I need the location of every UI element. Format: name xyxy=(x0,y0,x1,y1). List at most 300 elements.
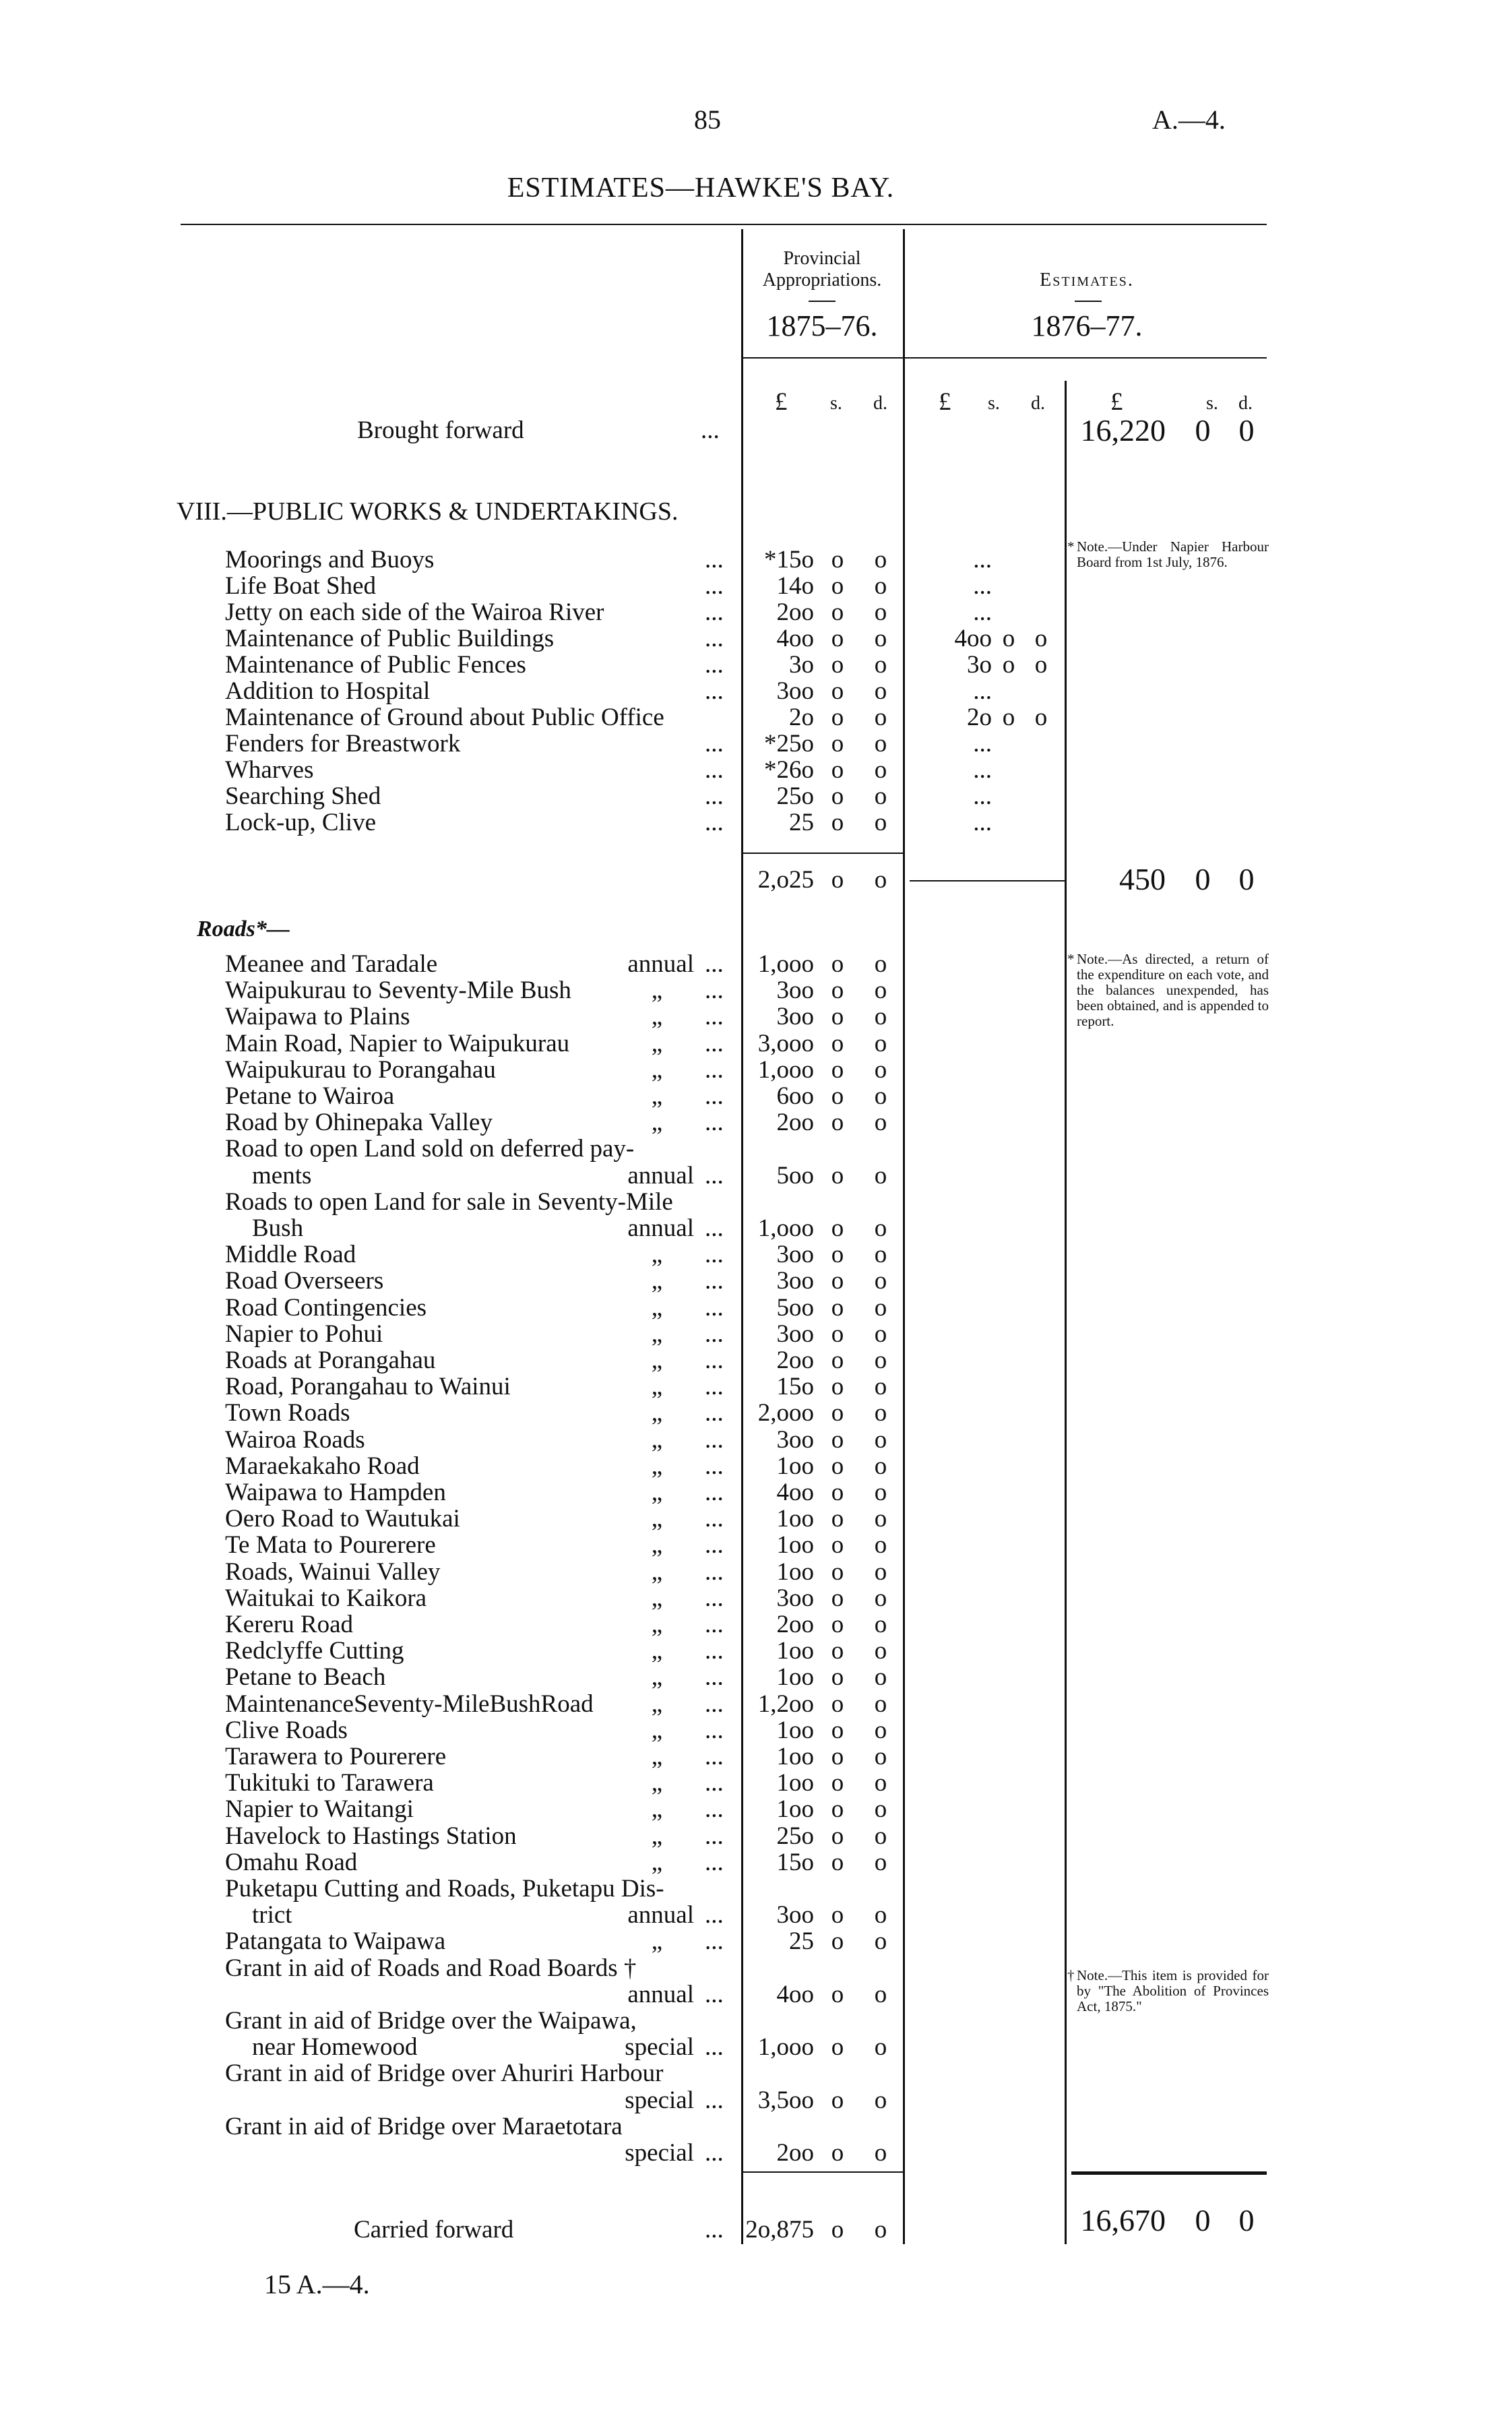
pw-prov-pounds: 25o xyxy=(776,782,814,810)
road-item-dots: ... xyxy=(705,1927,724,1955)
road-amount-s: o xyxy=(831,1214,844,1242)
road-item-qualifier: annual xyxy=(627,1162,694,1189)
road-item-ditto: „ xyxy=(651,1294,663,1322)
rule-est-mid xyxy=(1065,381,1067,2244)
pw-total-rule-est xyxy=(910,880,1065,882)
road-item-ditto: „ xyxy=(651,1267,663,1295)
road-item-ditto: „ xyxy=(651,1426,663,1454)
pw-item-dots: ... xyxy=(705,625,724,652)
pw-est-pounds: 2o xyxy=(967,704,992,731)
roads-heading: Roads*— xyxy=(197,917,290,941)
road-item-label: Waipawa to Hampden xyxy=(225,1479,446,1506)
pw-total-est-s: 0 xyxy=(1195,862,1211,896)
road-amount-s: o xyxy=(831,1849,844,1876)
prov-header-line2: Appropriations. xyxy=(762,270,882,290)
road-item-ditto: „ xyxy=(651,1822,663,1850)
pw-item-dots: ... xyxy=(705,651,724,679)
road-item-dots: ... xyxy=(705,1505,724,1533)
road-item-ditto: „ xyxy=(651,1584,663,1612)
road-item-ditto: „ xyxy=(651,1611,663,1638)
road-item-ditto: „ xyxy=(651,1637,663,1665)
road-amount-s: o xyxy=(831,1320,844,1348)
road-item-label: Patangata to Waipawa xyxy=(225,1927,446,1955)
road-amount-s: o xyxy=(831,1241,844,1268)
road-amount-d: o xyxy=(874,950,887,978)
pw-prov-d: o xyxy=(874,782,887,810)
road-amount-d: o xyxy=(874,1743,887,1770)
road-item-dots: ... xyxy=(705,1981,724,2008)
rule-prov-right xyxy=(903,229,905,2244)
road-item-dots: ... xyxy=(705,1743,724,1770)
road-item-ditto: „ xyxy=(651,1373,663,1400)
est-header: Estimates. xyxy=(1040,270,1134,290)
pw-est-pounds: ... xyxy=(973,782,992,810)
top-rule xyxy=(181,224,1267,225)
road-item-label: Waipukurau to Seventy-Mile Bush xyxy=(225,977,571,1004)
road-amount-d: o xyxy=(874,2086,887,2114)
road-amount-pounds: 5oo xyxy=(776,1162,814,1189)
pw-prov-d: o xyxy=(874,572,887,600)
road-amount-d: o xyxy=(874,1663,887,1691)
road-item-dots: ... xyxy=(705,1611,724,1638)
road-amount-s: o xyxy=(831,1822,844,1850)
prov-pound-header: £ xyxy=(775,388,788,416)
road-item-ditto: „ xyxy=(651,1558,663,1586)
road-item-label: Grant in aid of Roads and Road Boards † xyxy=(225,1954,637,1982)
road-item-ditto: „ xyxy=(651,1690,663,1718)
pw-est-pounds: 4oo xyxy=(954,625,992,652)
road-amount-s: o xyxy=(831,2033,844,2061)
road-amount-pounds: 1oo xyxy=(776,1637,814,1665)
road-item-ditto: „ xyxy=(651,1109,663,1136)
footer-signature: 15 A.—4. xyxy=(264,2269,370,2299)
pw-item-label: Searching Shed xyxy=(225,782,381,810)
road-item-dots: ... xyxy=(705,1849,724,1876)
prov-header-line1: Provincial xyxy=(783,248,861,269)
pw-prov-s: o xyxy=(831,730,844,757)
road-amount-d: o xyxy=(874,977,887,1004)
road-amount-d: o xyxy=(874,1479,887,1506)
road-amount-pounds: 1oo xyxy=(776,1717,814,1744)
road-amount-s: o xyxy=(831,1082,844,1110)
pw-prov-d: o xyxy=(874,704,887,731)
pw-prov-s: o xyxy=(831,651,844,679)
brought-forward-shillings: 0 xyxy=(1195,413,1211,447)
road-item-label: Maraekakaho Road xyxy=(225,1452,420,1480)
brought-forward-dots: ... xyxy=(701,416,720,444)
road-item-dots: ... xyxy=(705,1162,724,1189)
road-item-ditto: „ xyxy=(651,1003,663,1030)
road-amount-pounds: 5oo xyxy=(776,1294,814,1322)
pw-est-pounds: ... xyxy=(973,598,992,626)
road-item-dots: ... xyxy=(705,2086,724,2114)
road-item-label: Main Road, Napier to Waipukurau xyxy=(225,1030,570,1057)
pw-prov-d: o xyxy=(874,809,887,836)
road-amount-s: o xyxy=(831,1637,844,1665)
note1-text: Note.—Under Napier Harbour Board from 1st July, 1876. xyxy=(1077,538,1269,570)
road-amount-d: o xyxy=(874,2139,887,2167)
road-item-dots: ... xyxy=(705,1558,724,1586)
pw-prov-s: o xyxy=(831,546,844,574)
pw-prov-pounds: 3o xyxy=(789,651,814,679)
road-amount-pounds: 2,ooo xyxy=(757,1399,814,1427)
note2-mark: * xyxy=(1067,951,1075,967)
road-amount-d: o xyxy=(874,1637,887,1665)
road-item-ditto: „ xyxy=(651,1743,663,1770)
brought-forward-pence: 0 xyxy=(1238,413,1255,447)
road-amount-pounds: 1,ooo xyxy=(757,2033,814,2061)
road-item-label: Havelock to Hastings Station xyxy=(225,1822,517,1850)
road-item-ditto: „ xyxy=(651,1717,663,1744)
road-amount-pounds: 25 xyxy=(789,1927,814,1955)
carried-forward-label: Carried forward xyxy=(354,2216,514,2244)
road-amount-pounds: 25o xyxy=(776,1822,814,1850)
road-amount-s: o xyxy=(831,1373,844,1400)
road-amount-d: o xyxy=(874,1056,887,1084)
prov-shilling-header: s. xyxy=(830,393,842,414)
road-item-label: Bush xyxy=(252,1214,304,1242)
road-amount-pounds: 2oo xyxy=(776,1109,814,1136)
road-amount-s: o xyxy=(831,1717,844,1744)
note2-text: Note.—As directed, a return of the expenditure on each vote, and the balances unexpended, has been obtained, and is appended to report. xyxy=(1077,951,1269,1029)
road-item-dots: ... xyxy=(705,1690,724,1718)
pw-prov-d: o xyxy=(874,546,887,574)
road-item-qualifier: annual xyxy=(627,950,694,978)
road-item-label: Te Mata to Pourerere xyxy=(225,1531,436,1559)
road-item-label: Roads to open Land for sale in Seventy-Mile xyxy=(225,1188,673,1216)
road-amount-pounds: 3oo xyxy=(776,1003,814,1030)
road-item-label: Tarawera to Pourerere xyxy=(225,1743,447,1770)
road-item-dots: ... xyxy=(705,1663,724,1691)
road-amount-d: o xyxy=(874,1558,887,1586)
road-amount-s: o xyxy=(831,1901,844,1929)
est-total-pound-header: £ xyxy=(1110,388,1123,416)
road-item-label: near Homewood xyxy=(252,2033,418,2061)
pw-item-label: Life Boat Shed xyxy=(225,572,377,600)
road-amount-s: o xyxy=(831,1294,844,1322)
road-amount-s: o xyxy=(831,2139,844,2167)
pw-total-est-d: 0 xyxy=(1238,862,1255,896)
est-year: 1876–77. xyxy=(1031,309,1143,342)
pw-prov-s: o xyxy=(831,598,844,626)
road-amount-d: o xyxy=(874,1003,887,1030)
road-item-dots: ... xyxy=(705,1109,724,1136)
road-amount-s: o xyxy=(831,1584,844,1612)
road-item-qualifier: special xyxy=(625,2139,694,2167)
pw-est-pounds: ... xyxy=(973,730,992,757)
road-amount-pounds: 3oo xyxy=(776,1320,814,1348)
road-item-ditto: „ xyxy=(651,1347,663,1374)
road-amount-s: o xyxy=(831,1663,844,1691)
road-item-ditto: „ xyxy=(651,1241,663,1268)
road-amount-s: o xyxy=(831,977,844,1004)
road-amount-d: o xyxy=(874,1399,887,1427)
road-amount-d: o xyxy=(874,1320,887,1348)
pw-prov-s: o xyxy=(831,756,844,784)
pw-prov-s: o xyxy=(831,809,844,836)
road-item-dots: ... xyxy=(705,1531,724,1559)
road-item-label: MaintenanceSeventy-MileBushRoad xyxy=(225,1690,594,1718)
road-amount-d: o xyxy=(874,1822,887,1850)
road-amount-pounds: 3,5oo xyxy=(757,2086,814,2114)
pw-prov-s: o xyxy=(831,625,844,652)
road-item-ditto: „ xyxy=(651,1056,663,1084)
pw-item-label: Lock-up, Clive xyxy=(225,809,377,836)
road-amount-s: o xyxy=(831,1769,844,1797)
road-item-label: Petane to Beach xyxy=(225,1663,386,1691)
road-item-label: Waipukurau to Porangahau xyxy=(225,1056,496,1084)
road-amount-s: o xyxy=(831,1558,844,1586)
carried-rule-est xyxy=(1071,2171,1267,2175)
road-amount-d: o xyxy=(874,1584,887,1612)
road-amount-s: o xyxy=(831,1267,844,1295)
road-amount-pounds: 2oo xyxy=(776,1611,814,1638)
road-amount-pounds: 3oo xyxy=(776,1241,814,1268)
road-item-ditto: „ xyxy=(651,1663,663,1691)
road-amount-d: o xyxy=(874,1795,887,1823)
pw-est-s: o xyxy=(1002,651,1015,679)
road-amount-s: o xyxy=(831,1162,844,1189)
est-total-pence-header: d. xyxy=(1238,393,1253,414)
road-amount-d: o xyxy=(874,1214,887,1242)
road-amount-s: o xyxy=(831,1426,844,1454)
road-amount-pounds: 4oo xyxy=(776,1981,814,2008)
road-item-qualifier: annual xyxy=(627,1981,694,2008)
road-amount-s: o xyxy=(831,950,844,978)
road-amount-pounds: 1oo xyxy=(776,1452,814,1480)
pw-est-d: o xyxy=(1034,704,1048,731)
pw-est-pounds: ... xyxy=(973,677,992,705)
document-reference: A.—4. xyxy=(1152,104,1226,135)
road-item-dots: ... xyxy=(705,977,724,1004)
road-amount-pounds: 1oo xyxy=(776,1531,814,1559)
road-item-label: Puketapu Cutting and Roads, Puketapu Dis- xyxy=(225,1875,664,1903)
road-item-ditto: „ xyxy=(651,1082,663,1110)
pw-est-s: o xyxy=(1002,704,1015,731)
road-item-label: Oero Road to Wautukai xyxy=(225,1505,460,1533)
pw-prov-d: o xyxy=(874,730,887,757)
pw-prov-s: o xyxy=(831,677,844,705)
pw-item-dots: ... xyxy=(705,782,724,810)
pw-item-label: Maintenance of Ground about Public Office xyxy=(225,704,664,731)
pw-est-pounds: 3o xyxy=(967,651,992,679)
road-item-ditto: „ xyxy=(651,1795,663,1823)
pw-prov-pounds: *15o xyxy=(764,546,814,574)
road-item-ditto: „ xyxy=(651,1531,663,1559)
pw-est-s: o xyxy=(1002,625,1015,652)
road-amount-pounds: 1oo xyxy=(776,1743,814,1770)
pw-est-pounds: ... xyxy=(973,756,992,784)
road-item-ditto: „ xyxy=(651,1399,663,1427)
pw-item-dots: ... xyxy=(705,572,724,600)
pw-item-dots: ... xyxy=(705,730,724,757)
pw-prov-d: o xyxy=(874,651,887,679)
road-item-label: Meanee and Taradale xyxy=(225,950,438,978)
road-amount-d: o xyxy=(874,1426,887,1454)
road-amount-pounds: 1oo xyxy=(776,1558,814,1586)
brought-forward-label: Brought forward xyxy=(357,416,524,444)
road-item-dots: ... xyxy=(705,1637,724,1665)
road-amount-s: o xyxy=(831,1030,844,1057)
road-amount-s: o xyxy=(831,1347,844,1374)
pw-item-label: Jetty on each side of the Wairoa River xyxy=(225,598,604,626)
pw-item-dots: ... xyxy=(705,809,724,836)
road-item-dots: ... xyxy=(705,1082,724,1110)
pw-est-pounds: ... xyxy=(973,546,992,574)
road-item-dots: ... xyxy=(705,1769,724,1797)
road-item-label: ments xyxy=(252,1162,312,1189)
road-item-ditto: „ xyxy=(651,1505,663,1533)
road-amount-d: o xyxy=(874,1109,887,1136)
pw-total-est-pounds: 450 xyxy=(1119,862,1166,896)
road-amount-d: o xyxy=(874,1901,887,1929)
pw-prov-pounds: 25 xyxy=(789,809,814,836)
pw-item-label: Addition to Hospital xyxy=(225,677,431,705)
road-item-dots: ... xyxy=(705,1003,724,1030)
road-item-label: Grant in aid of Bridge over Maraetotara xyxy=(225,2113,623,2140)
road-item-ditto: „ xyxy=(651,1452,663,1480)
pw-prov-pounds: *26o xyxy=(764,756,814,784)
road-amount-s: o xyxy=(831,1743,844,1770)
pw-est-d: o xyxy=(1034,651,1048,679)
pw-prov-s: o xyxy=(831,572,844,600)
note3-text: Note.—This item is provided for by "The Abolition of Provinces Act, 1875." xyxy=(1077,1967,1269,2014)
road-item-dots: ... xyxy=(705,2033,724,2061)
road-amount-pounds: 1oo xyxy=(776,1795,814,1823)
pw-item-label: Moorings and Buoys xyxy=(225,546,435,574)
road-amount-s: o xyxy=(831,1399,844,1427)
road-amount-pounds: 1,ooo xyxy=(757,950,814,978)
road-item-qualifier: annual xyxy=(627,1214,694,1242)
road-item-label: Grant in aid of Bridge over the Waipawa, xyxy=(225,2007,637,2035)
road-item-label: Roads, Wainui Valley xyxy=(225,1558,441,1586)
road-amount-d: o xyxy=(874,1505,887,1533)
est-pound-header: £ xyxy=(939,388,951,416)
road-item-dots: ... xyxy=(705,1399,724,1427)
road-amount-s: o xyxy=(831,2086,844,2114)
road-amount-pounds: 15o xyxy=(776,1849,814,1876)
carried-forward-prov-d: o xyxy=(874,2216,887,2244)
prov-header-dash xyxy=(809,301,836,302)
road-item-label: Road Contingencies xyxy=(225,1294,427,1322)
pw-prov-pounds: 14o xyxy=(776,572,814,600)
road-amount-d: o xyxy=(874,1452,887,1480)
pw-total-prov-d: o xyxy=(874,866,887,894)
road-item-ditto: „ xyxy=(651,1030,663,1057)
road-amount-d: o xyxy=(874,1030,887,1057)
carried-forward-d: 0 xyxy=(1238,2203,1255,2237)
road-amount-d: o xyxy=(874,1927,887,1955)
road-amount-pounds: 3oo xyxy=(776,1426,814,1454)
note3-mark: † xyxy=(1067,1967,1075,1983)
road-item-label: Omahu Road xyxy=(225,1849,358,1876)
road-item-label: Redclyffe Cutting xyxy=(225,1637,404,1665)
road-item-ditto: „ xyxy=(651,977,663,1004)
road-amount-pounds: 3oo xyxy=(776,1584,814,1612)
road-item-dots: ... xyxy=(705,1795,724,1823)
road-item-label: Clive Roads xyxy=(225,1717,348,1744)
road-amount-d: o xyxy=(874,1162,887,1189)
road-amount-s: o xyxy=(831,1531,844,1559)
road-amount-d: o xyxy=(874,1981,887,2008)
road-amount-d: o xyxy=(874,1690,887,1718)
prov-pence-header: d. xyxy=(873,393,887,414)
road-item-label: Road Overseers xyxy=(225,1267,384,1295)
road-amount-d: o xyxy=(874,1373,887,1400)
road-amount-pounds: 1oo xyxy=(776,1769,814,1797)
est-header-dash xyxy=(1075,301,1102,302)
road-item-label: Napier to Pohui xyxy=(225,1320,383,1348)
road-amount-pounds: 4oo xyxy=(776,1479,814,1506)
road-amount-pounds: 1,ooo xyxy=(757,1056,814,1084)
road-item-label: Road to open Land sold on deferred pay- xyxy=(225,1135,635,1163)
pw-item-dots: ... xyxy=(705,756,724,784)
road-amount-pounds: 2oo xyxy=(776,1347,814,1374)
road-item-label: Napier to Waitangi xyxy=(225,1795,414,1823)
page-number: 85 xyxy=(694,104,721,135)
brought-forward-pounds: 16,220 xyxy=(1080,413,1166,447)
road-item-dots: ... xyxy=(705,950,724,978)
road-item-ditto: „ xyxy=(651,1479,663,1506)
road-amount-s: o xyxy=(831,1109,844,1136)
est-total-shilling-header: s. xyxy=(1206,393,1218,414)
pw-est-pounds: ... xyxy=(973,809,992,836)
carried-forward-dots: ... xyxy=(705,2216,724,2244)
road-amount-d: o xyxy=(874,1611,887,1638)
pw-total-rule-prov xyxy=(741,853,903,854)
road-item-dots: ... xyxy=(705,2139,724,2167)
pw-total-prov-pounds: 2,o25 xyxy=(757,866,814,894)
carried-rule-prov xyxy=(741,2171,903,2173)
road-amount-d: o xyxy=(874,1769,887,1797)
page-title: ESTIMATES—HAWKE'S BAY. xyxy=(507,173,895,204)
road-amount-s: o xyxy=(831,1505,844,1533)
road-item-qualifier: special xyxy=(625,2033,694,2061)
pw-prov-pounds: 4oo xyxy=(776,625,814,652)
road-item-label: Wairoa Roads xyxy=(225,1426,365,1454)
road-item-ditto: „ xyxy=(651,1320,663,1348)
road-item-label: Road, Porangahau to Wainui xyxy=(225,1373,511,1400)
road-item-dots: ... xyxy=(705,1056,724,1084)
road-amount-d: o xyxy=(874,1531,887,1559)
road-amount-pounds: 3oo xyxy=(776,1901,814,1929)
road-item-label: Tukituki to Tarawera xyxy=(225,1769,434,1797)
road-amount-pounds: 1oo xyxy=(776,1663,814,1691)
road-amount-d: o xyxy=(874,1347,887,1374)
road-item-label: Grant in aid of Bridge over Ahuriri Harbour xyxy=(225,2060,664,2087)
pw-prov-pounds: *25o xyxy=(764,730,814,757)
pw-prov-d: o xyxy=(874,625,887,652)
road-item-label: Road by Ohinepaka Valley xyxy=(225,1109,493,1136)
pw-prov-d: o xyxy=(874,677,887,705)
road-amount-pounds: 15o xyxy=(776,1373,814,1400)
pw-item-label: Fenders for Breastwork xyxy=(225,730,461,757)
road-item-dots: ... xyxy=(705,1267,724,1295)
road-amount-d: o xyxy=(874,1082,887,1110)
road-item-qualifier: special xyxy=(625,2086,694,2114)
pw-prov-s: o xyxy=(831,704,844,731)
road-item-label: Kereru Road xyxy=(225,1611,354,1638)
road-amount-d: o xyxy=(874,1241,887,1268)
road-amount-pounds: 6oo xyxy=(776,1082,814,1110)
road-item-dots: ... xyxy=(705,1347,724,1374)
road-amount-s: o xyxy=(831,1927,844,1955)
road-amount-s: o xyxy=(831,1003,844,1030)
est-shilling-header: s. xyxy=(988,393,1000,414)
road-item-ditto: „ xyxy=(651,1849,663,1876)
road-item-dots: ... xyxy=(705,1584,724,1612)
est-pence-header: d. xyxy=(1031,393,1045,414)
